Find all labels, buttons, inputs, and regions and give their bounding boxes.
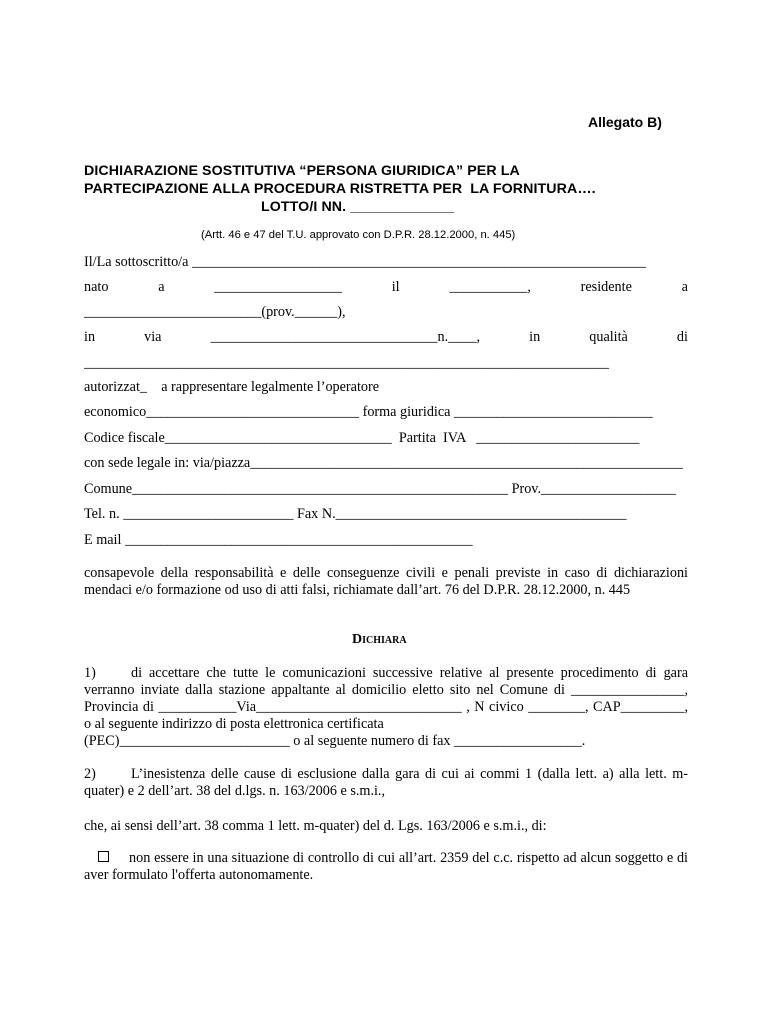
nato-row[interactable] [84, 279, 688, 296]
residente-a-label: a [681, 279, 688, 295]
option-1-text: non essere in una situazione di controllo di cui all’art. 2359 del c.c. rispetto ad alcun soggetto e di aver formulato l'offerta autonomamente. [84, 850, 688, 883]
pec-fax-line[interactable]: (PEC)________________________ o al seguente numero di fax __________________. [84, 733, 586, 749]
dichiara-heading: Dichiara [352, 632, 407, 647]
title-line-2: PARTECIPAZIONE ALLA PROCEDURA RISTRETTA PER LA FORNITURA…. [84, 181, 596, 197]
via-label: via [144, 329, 162, 345]
consapevole-paragraph: consapevole della responsabilità e delle conseguenze civili e penali previste in caso di dichiarazioni mendaci e/o formazione od uso di atti falsi, richiamate dall’art. 76 del D.P.R. 28.12.2000, n. 445 [84, 565, 688, 598]
option-1-paragraph [84, 850, 688, 884]
title-line-1: DICHIARAZIONE SOSTITUTIVA “PERSONA GIURIDICA” PER LA [84, 163, 520, 179]
in-qualita-label: in [529, 329, 541, 345]
role-field[interactable]: __________________________________________________________________________ [84, 355, 609, 371]
codice-fiscale-field[interactable]: Codice fiscale________________________________ Partita IVA _______________________ [84, 430, 640, 446]
in-label: in [84, 329, 96, 345]
address-field[interactable]: ________________________________n.____, [210, 329, 481, 345]
comune-field[interactable]: Comune_____________________________________________________ Prov.___________________ [84, 481, 676, 497]
il-label: il [391, 279, 400, 295]
residente-label: residente [580, 279, 632, 295]
in-via-row[interactable] [84, 329, 688, 346]
item-2-paragraph [84, 766, 688, 800]
title-line-3: LOTTO/I NN. _____________ [261, 199, 455, 215]
che-line: che, ai sensi dell’art. 38 comma 1 lett. m-quater) del d. Lgs. 163/2006 e s.m.i., di: [84, 818, 547, 834]
nato-label: nato [84, 279, 109, 295]
birthdate-field[interactable]: ___________, [449, 279, 531, 295]
email-field[interactable]: E mail _________________________________________________ [84, 532, 473, 548]
sottoscritto-field[interactable]: Il/La sottoscritto/a ________________________________________________________________ [84, 254, 646, 270]
autorizzat-line: autorizzat_ a rappresentare legalmente l’operatore [84, 379, 380, 395]
item-2-text: L’inesistenza delle cause di esclusione dalla gara di cui ai commi 1 (dalla lett. a) alla lett. m-quater) e 2 dell’art. 38 del d.lgs. n. 163/2006 e s.m.i., [84, 766, 688, 799]
item-1-text: di accettare che tutte le comunicazioni successive relative al presente procedimento di gara verranno inviate dalla stazione appaltante al domicilio eletto sito nel Comune di ________________, Provincia di ___________Via_____________________________ , N civico ________, CAP_________, o al seguente indirizzo di posta elettronica certificata [84, 665, 688, 732]
tel-fax-field[interactable]: Tel. n. ________________________ Fax N._________________________________________ [84, 506, 627, 522]
di-label: di [676, 329, 688, 345]
checkbox-icon[interactable] [98, 851, 109, 862]
economico-field[interactable]: economico______________________________ forma giuridica ____________________________ [84, 404, 653, 420]
nato-a-label: a [158, 279, 165, 295]
legal-reference: (Artt. 46 e 47 del T.U. approvato con D.P.R. 28.12.2000, n. 445) [201, 229, 516, 241]
residence-prov-field[interactable]: _________________________(prov.______), [84, 304, 346, 320]
item-1-paragraph [84, 665, 688, 733]
item-1-number: 1) [84, 665, 96, 681]
sede-legale-field[interactable]: con sede legale in: via/piazza_____________________________________________________________ [84, 455, 683, 471]
qualita-label: qualità [589, 329, 628, 345]
birthplace-field[interactable]: __________________ [214, 279, 342, 295]
item-2-number: 2) [84, 766, 96, 782]
allegato-label: Allegato B) [588, 114, 662, 130]
